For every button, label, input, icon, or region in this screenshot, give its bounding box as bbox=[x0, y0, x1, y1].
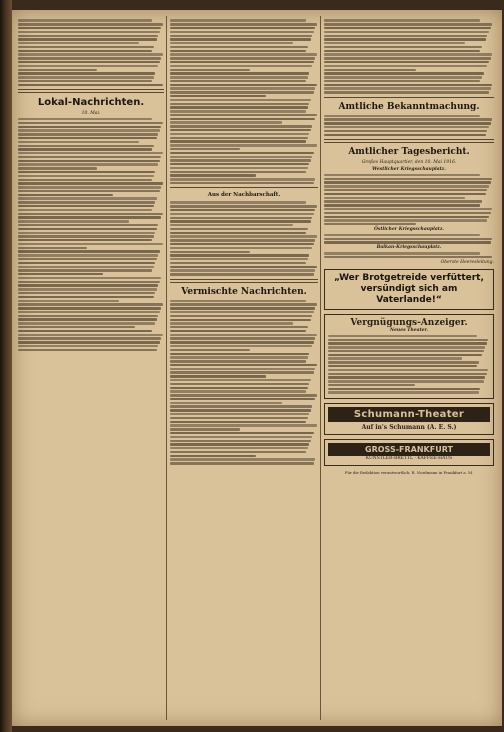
text-line bbox=[170, 106, 308, 108]
text-line bbox=[324, 76, 482, 78]
text-line bbox=[170, 118, 315, 120]
amusement-title: Vergnügungs-Anzeiger. bbox=[350, 317, 468, 328]
text-line bbox=[324, 134, 486, 136]
report-balkan: Balkan-Kriegsschauplatz. bbox=[376, 245, 442, 251]
text-line bbox=[328, 376, 485, 378]
text-line bbox=[18, 57, 161, 59]
text-line bbox=[324, 174, 480, 176]
text-line bbox=[170, 443, 309, 445]
text-line bbox=[18, 292, 155, 294]
quote-text: „Wer Brotgetreide verfüttert, versündigt sich am Vaterlande!“ bbox=[334, 272, 484, 305]
text-line bbox=[328, 342, 487, 344]
text-line bbox=[170, 129, 311, 131]
schumann-ad bbox=[324, 403, 494, 435]
text-line bbox=[324, 65, 487, 67]
text-line bbox=[170, 80, 306, 82]
text-line bbox=[170, 462, 314, 464]
text-line bbox=[18, 232, 155, 234]
text-line bbox=[170, 201, 306, 203]
text-line bbox=[170, 330, 306, 332]
text-line bbox=[18, 19, 152, 21]
divider bbox=[170, 187, 318, 188]
text-line bbox=[170, 300, 306, 302]
text-line bbox=[18, 334, 163, 336]
text-line bbox=[170, 262, 306, 264]
amusement-text bbox=[328, 335, 490, 394]
text-line bbox=[170, 243, 314, 245]
quote-box bbox=[324, 269, 494, 310]
text-line bbox=[18, 122, 163, 124]
text-line bbox=[18, 228, 157, 230]
text-line bbox=[324, 208, 492, 210]
text-line bbox=[328, 369, 488, 371]
text-line bbox=[170, 341, 314, 343]
text-line bbox=[18, 160, 160, 162]
text-line bbox=[324, 181, 491, 183]
text-line bbox=[18, 38, 157, 40]
text-line bbox=[170, 38, 311, 40]
text-line bbox=[170, 53, 317, 55]
text-line bbox=[324, 122, 491, 124]
column-rule bbox=[166, 16, 167, 720]
report-text-3 bbox=[324, 252, 494, 258]
text-line bbox=[18, 69, 97, 71]
text-line bbox=[324, 126, 489, 128]
text-line bbox=[170, 447, 308, 449]
text-line bbox=[170, 205, 317, 207]
text-line bbox=[324, 46, 482, 48]
text-line bbox=[18, 296, 154, 298]
text-line bbox=[18, 239, 152, 241]
text-line bbox=[170, 251, 250, 253]
text-line bbox=[170, 390, 306, 392]
text-line bbox=[170, 315, 312, 317]
report-text-2 bbox=[324, 234, 494, 244]
section-title-vermischte: Vermischte Nachrichten. bbox=[181, 286, 307, 297]
text-line bbox=[18, 269, 152, 271]
text-line bbox=[170, 27, 315, 29]
text-line bbox=[170, 167, 308, 169]
divider bbox=[324, 139, 494, 143]
divider bbox=[324, 97, 494, 98]
text-line bbox=[170, 337, 315, 339]
text-line bbox=[170, 360, 306, 362]
text-line bbox=[170, 379, 311, 381]
text-line bbox=[18, 281, 160, 283]
amusement-box bbox=[324, 314, 494, 400]
text-line bbox=[18, 152, 163, 154]
report-west: Westlicher Kriegsschauplatz. bbox=[372, 166, 446, 172]
text-line bbox=[170, 217, 312, 219]
text-line bbox=[170, 140, 306, 142]
text-line bbox=[18, 118, 152, 120]
newspaper-page bbox=[12, 10, 502, 726]
text-line bbox=[324, 193, 486, 195]
text-line bbox=[18, 277, 161, 279]
text-line bbox=[170, 133, 309, 135]
text-line bbox=[324, 178, 492, 180]
schumann-title: Schumann-Theater bbox=[328, 407, 490, 422]
text-line bbox=[324, 200, 482, 202]
text-line bbox=[170, 182, 314, 184]
text-line bbox=[18, 42, 139, 44]
text-line bbox=[324, 197, 465, 199]
text-line bbox=[18, 300, 119, 302]
imprint: Für die Redaktion verantwortlich: R. Nordmann in Frankfurt a. M. bbox=[344, 470, 474, 476]
text-line bbox=[170, 232, 306, 234]
text-line bbox=[170, 266, 317, 268]
text-line bbox=[18, 250, 160, 252]
report-text-1 bbox=[324, 174, 494, 226]
text-line bbox=[18, 220, 129, 222]
text-line bbox=[328, 384, 415, 386]
text-line bbox=[170, 209, 315, 211]
text-line bbox=[324, 238, 492, 240]
text-line bbox=[170, 356, 308, 358]
section-date: 10. Mai. bbox=[81, 111, 101, 117]
text-line bbox=[324, 87, 491, 89]
text-line bbox=[170, 148, 240, 150]
text-line bbox=[18, 247, 87, 249]
text-line bbox=[170, 50, 306, 52]
report-title: Amtlicher Tagesbericht. bbox=[348, 146, 470, 157]
text-line bbox=[170, 413, 309, 415]
text-line bbox=[18, 345, 158, 347]
text-line bbox=[324, 38, 486, 40]
text-line bbox=[170, 228, 308, 230]
text-line bbox=[170, 46, 308, 48]
text-line bbox=[170, 417, 308, 419]
text-line bbox=[18, 126, 161, 128]
text-line bbox=[324, 115, 480, 117]
text-line bbox=[18, 224, 158, 226]
text-line bbox=[170, 69, 250, 71]
text-line bbox=[18, 27, 161, 29]
text-line bbox=[18, 205, 154, 207]
text-line bbox=[18, 72, 155, 74]
text-line bbox=[170, 19, 306, 21]
text-line bbox=[324, 189, 487, 191]
text-line bbox=[170, 402, 282, 404]
text-line bbox=[170, 178, 315, 180]
text-line bbox=[18, 216, 161, 218]
text-line bbox=[324, 50, 480, 52]
text-line bbox=[170, 311, 314, 313]
text-line bbox=[170, 159, 311, 161]
text-line bbox=[170, 224, 293, 226]
text-line bbox=[170, 303, 317, 305]
text-line bbox=[170, 239, 315, 241]
amusement-subtitle: Neues Theater. bbox=[389, 327, 429, 333]
text-line bbox=[18, 337, 161, 339]
text-line bbox=[18, 175, 154, 177]
text-line bbox=[170, 398, 315, 400]
text-line bbox=[18, 194, 113, 196]
text-line bbox=[170, 35, 312, 37]
report-east: Östlicher Kriegsschauplatz. bbox=[373, 226, 444, 232]
col2-body-text bbox=[170, 300, 318, 465]
text-line bbox=[18, 258, 157, 260]
text-line bbox=[18, 171, 155, 173]
text-line bbox=[324, 61, 489, 63]
col2-intro-text bbox=[170, 19, 318, 184]
gross-frankfurt-ad bbox=[324, 439, 494, 466]
text-line bbox=[18, 318, 157, 320]
text-line bbox=[170, 353, 309, 355]
text-line bbox=[170, 65, 312, 67]
text-line bbox=[170, 114, 317, 116]
text-line bbox=[324, 219, 487, 221]
text-line bbox=[18, 156, 161, 158]
notice-title: Amtliche Bekanntmachung. bbox=[338, 101, 480, 112]
col2-mid-text bbox=[170, 201, 318, 275]
text-line bbox=[170, 269, 315, 271]
text-line bbox=[18, 129, 160, 131]
text-line bbox=[170, 371, 314, 373]
text-line bbox=[170, 421, 306, 423]
text-line bbox=[328, 350, 484, 352]
text-line bbox=[18, 284, 158, 286]
text-line bbox=[18, 76, 154, 78]
text-line bbox=[328, 357, 462, 359]
text-line bbox=[170, 432, 314, 434]
text-line bbox=[170, 349, 250, 351]
section-title-lokal: Lokal-Nachrichten. bbox=[37, 97, 145, 109]
text-line bbox=[170, 254, 309, 256]
text-line bbox=[170, 76, 308, 78]
text-line bbox=[324, 91, 489, 93]
text-line bbox=[170, 319, 311, 321]
text-line bbox=[170, 247, 312, 249]
text-line bbox=[170, 428, 240, 430]
text-line bbox=[18, 266, 154, 268]
text-line bbox=[170, 307, 315, 309]
text-line bbox=[170, 235, 317, 237]
text-line bbox=[18, 311, 160, 313]
text-line bbox=[170, 220, 311, 222]
text-line bbox=[324, 84, 492, 86]
column-3 bbox=[324, 18, 494, 475]
text-line bbox=[18, 315, 158, 317]
text-line bbox=[170, 258, 308, 260]
text-line bbox=[170, 455, 256, 457]
text-line bbox=[170, 42, 293, 44]
text-line bbox=[170, 137, 308, 139]
text-line bbox=[18, 330, 152, 332]
text-line bbox=[18, 273, 103, 275]
text-line bbox=[324, 19, 480, 21]
text-line bbox=[170, 375, 266, 377]
text-line bbox=[170, 110, 306, 112]
text-line bbox=[328, 380, 484, 382]
divider bbox=[18, 89, 164, 93]
text-line bbox=[18, 186, 161, 188]
text-line bbox=[18, 303, 163, 305]
text-line bbox=[18, 145, 154, 147]
text-line bbox=[170, 322, 293, 324]
text-line bbox=[18, 167, 97, 169]
gf-title: GROSS-FRANKFURT bbox=[328, 443, 490, 456]
text-line bbox=[324, 57, 491, 59]
text-line bbox=[18, 326, 135, 328]
text-line bbox=[18, 65, 158, 67]
text-line bbox=[324, 204, 480, 206]
text-line bbox=[328, 388, 480, 390]
text-line bbox=[170, 99, 311, 101]
text-line bbox=[324, 80, 480, 82]
column-2 bbox=[170, 18, 318, 466]
report-subtitle: Großes Hauptquartier, den 10. Mai 1916. bbox=[361, 159, 457, 165]
text-line bbox=[18, 201, 155, 203]
text-line bbox=[18, 80, 152, 82]
text-line bbox=[324, 35, 487, 37]
text-line bbox=[324, 223, 416, 225]
text-line bbox=[170, 387, 308, 389]
text-line bbox=[18, 141, 139, 143]
text-line bbox=[170, 405, 312, 407]
column-1 bbox=[18, 18, 164, 353]
text-line bbox=[324, 216, 489, 218]
text-line bbox=[18, 50, 152, 52]
text-line bbox=[324, 118, 492, 120]
text-line bbox=[170, 156, 312, 158]
text-line bbox=[170, 125, 312, 127]
text-line bbox=[170, 364, 317, 366]
text-line bbox=[170, 345, 312, 347]
text-line bbox=[324, 241, 491, 243]
col1-intro-text bbox=[18, 19, 164, 86]
text-line bbox=[324, 130, 487, 132]
text-line bbox=[170, 409, 311, 411]
book-spine bbox=[0, 0, 12, 732]
text-line bbox=[18, 163, 158, 165]
text-line bbox=[170, 171, 306, 173]
text-line bbox=[328, 346, 485, 348]
text-line bbox=[18, 190, 160, 192]
text-line bbox=[324, 42, 465, 44]
text-line bbox=[18, 235, 154, 237]
text-line bbox=[324, 212, 491, 214]
text-line bbox=[18, 213, 163, 215]
col1-body-text bbox=[18, 118, 164, 351]
text-line bbox=[328, 361, 479, 363]
text-line bbox=[18, 341, 160, 343]
text-line bbox=[328, 391, 479, 393]
text-line bbox=[170, 383, 309, 385]
text-line bbox=[18, 209, 152, 211]
text-line bbox=[170, 326, 308, 328]
text-line bbox=[18, 322, 155, 324]
text-line bbox=[18, 288, 157, 290]
text-line bbox=[170, 91, 314, 93]
text-line bbox=[324, 53, 492, 55]
text-line bbox=[18, 349, 157, 351]
text-line bbox=[18, 137, 157, 139]
text-line bbox=[170, 31, 314, 33]
schumann-subtitle: Auf in's Schumann (A. E. S.) bbox=[361, 424, 457, 432]
text-line bbox=[324, 31, 489, 33]
text-line bbox=[18, 23, 163, 25]
text-line bbox=[18, 46, 154, 48]
text-line bbox=[170, 144, 317, 146]
text-line bbox=[18, 148, 152, 150]
column-rule bbox=[320, 16, 321, 720]
text-line bbox=[170, 23, 317, 25]
text-line bbox=[18, 182, 163, 184]
text-line bbox=[328, 354, 482, 356]
text-line bbox=[328, 373, 487, 375]
text-line bbox=[170, 368, 315, 370]
section-title-nachbarschaft: Aus der Nachbarschaft. bbox=[207, 192, 281, 199]
text-line bbox=[170, 95, 266, 97]
report-signature: Oberste Heeresleitung. bbox=[440, 259, 494, 265]
gf-subtitle: KÜNSTLER-BRETTL · KAFFEE-HAUS bbox=[365, 456, 453, 462]
text-line bbox=[170, 440, 311, 442]
text-line bbox=[328, 335, 477, 337]
text-line bbox=[18, 61, 160, 63]
text-line bbox=[170, 213, 314, 215]
text-line bbox=[324, 252, 480, 254]
text-line bbox=[170, 121, 282, 123]
text-line bbox=[170, 152, 314, 154]
text-line bbox=[328, 339, 488, 341]
notice-text bbox=[324, 115, 494, 136]
text-line bbox=[170, 61, 314, 63]
text-line bbox=[324, 234, 480, 236]
text-line bbox=[324, 256, 492, 258]
text-line bbox=[170, 87, 315, 89]
text-line bbox=[170, 334, 317, 336]
text-line bbox=[324, 185, 489, 187]
col3-intro-text bbox=[324, 19, 494, 93]
text-line bbox=[18, 254, 158, 256]
text-line bbox=[18, 84, 163, 86]
text-line bbox=[18, 53, 163, 55]
text-line bbox=[170, 394, 317, 396]
text-line bbox=[170, 458, 315, 460]
text-line bbox=[18, 179, 152, 181]
text-line bbox=[170, 451, 306, 453]
text-line bbox=[170, 424, 317, 426]
text-line bbox=[328, 365, 477, 367]
text-line bbox=[170, 57, 315, 59]
text-line bbox=[18, 262, 155, 264]
text-line bbox=[324, 27, 491, 29]
text-line bbox=[324, 23, 492, 25]
text-line bbox=[170, 84, 317, 86]
text-line bbox=[18, 31, 160, 33]
text-line bbox=[18, 35, 158, 37]
text-line bbox=[170, 273, 314, 275]
text-line bbox=[324, 72, 484, 74]
text-line bbox=[324, 69, 416, 71]
text-line bbox=[170, 174, 256, 176]
text-line bbox=[18, 243, 163, 245]
text-line bbox=[170, 72, 309, 74]
text-line bbox=[170, 103, 309, 105]
divider bbox=[170, 279, 318, 283]
text-line bbox=[170, 163, 309, 165]
text-line bbox=[18, 133, 158, 135]
text-line bbox=[18, 307, 161, 309]
text-line bbox=[18, 197, 157, 199]
text-line bbox=[170, 436, 312, 438]
